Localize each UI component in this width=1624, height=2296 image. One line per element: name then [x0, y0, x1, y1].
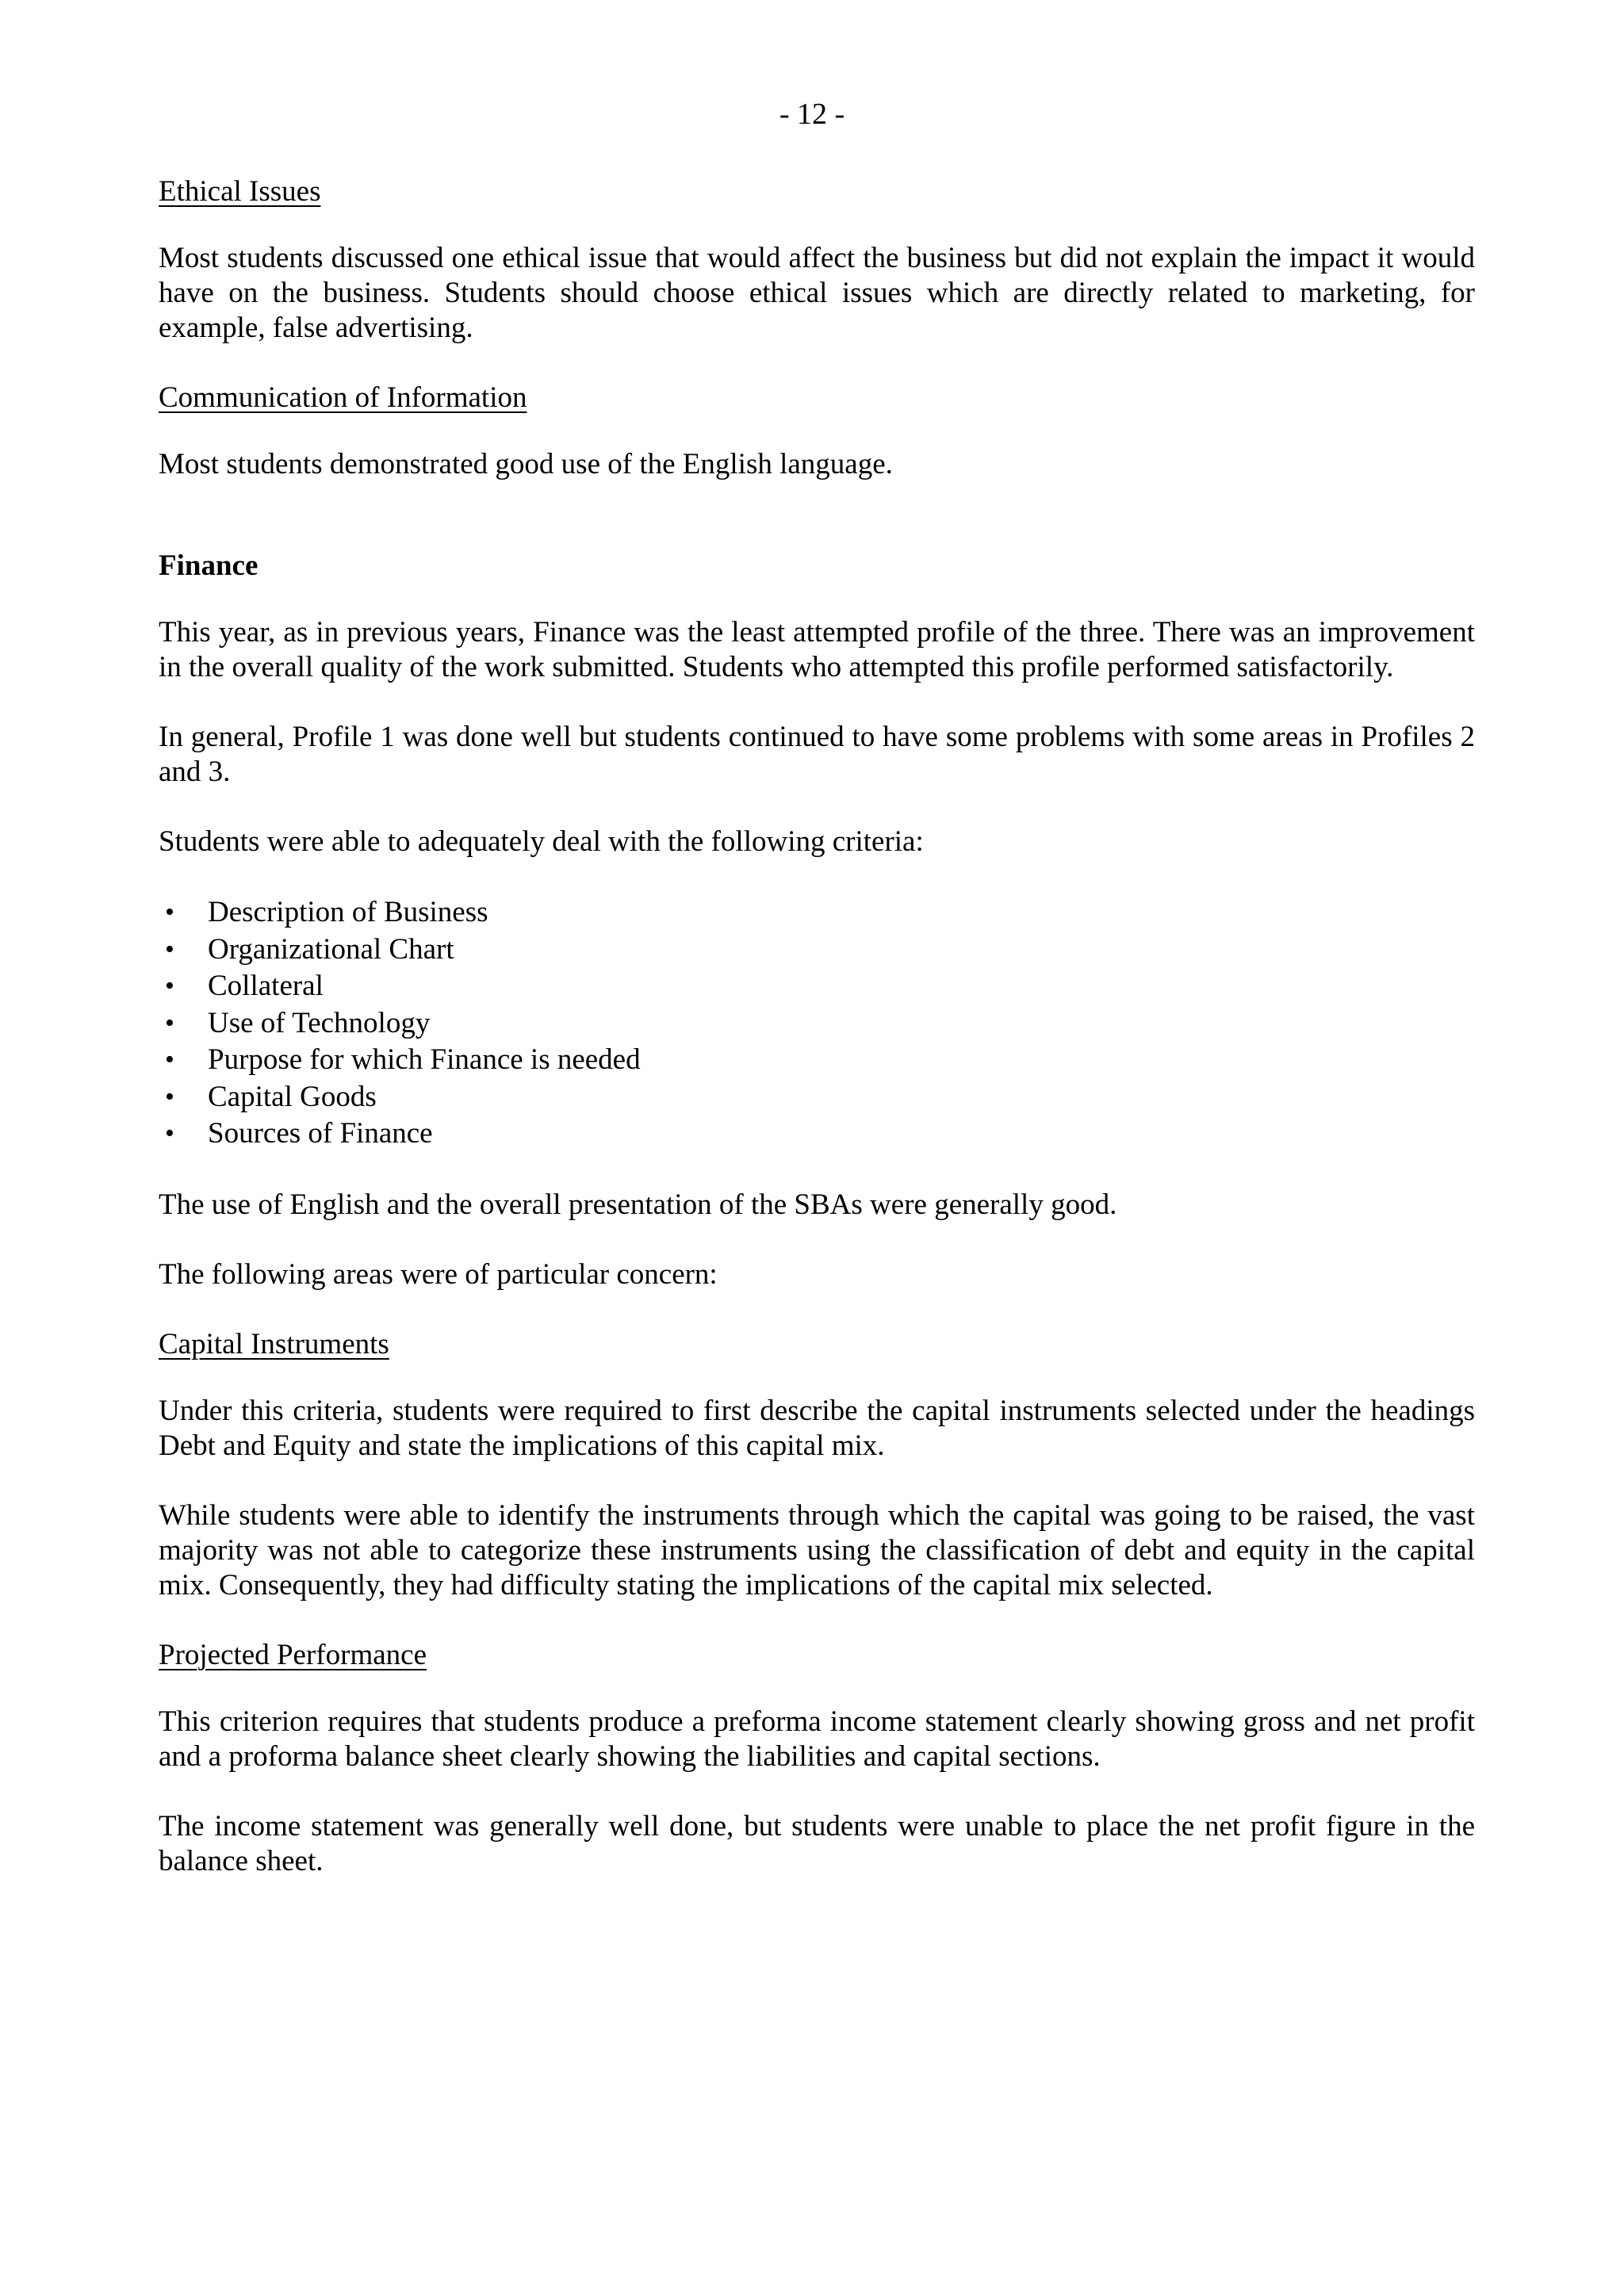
bullet-icon: • [165, 1045, 174, 1074]
list-item-text: Description of Business [208, 896, 488, 928]
list-item [159, 894, 1475, 932]
list-item-text: Organizational Chart [208, 932, 454, 966]
paragraph-ethical-issues: Most students discussed one ethical issue that would affect the business but did not explain the impact it would have on the business. Students should choose ethical issues which are directly related to marketing, for example, false advertising. [159, 242, 1475, 344]
list-item [159, 1042, 1475, 1079]
heading-ethical-issues: Ethical Issues [159, 175, 321, 208]
paragraph-capital-instruments-2: While students were able to identify the instruments through which the capital was going to be raised, the vast majority was not able to categorize these instruments using the classification of debt and equity in the capital mix. Consequently, they had difficulty stating the implications of the capital mix selected. [159, 1498, 1475, 1601]
bullet-icon: • [165, 971, 174, 1001]
list-item [159, 932, 1475, 969]
bullet-icon: • [165, 1081, 174, 1112]
page-number: - 12 - [779, 98, 845, 131]
bullet-icon: • [165, 897, 174, 927]
page-content [159, 174, 1475, 1879]
list-item [159, 968, 1475, 1005]
list-item-text: Purpose for which Finance is needed [208, 1043, 641, 1076]
paragraph-projected-performance-2: The income statement was generally well done, but students were unable to place the net profit figure in the balance sheet. [159, 1809, 1475, 1877]
list-item-text: Sources of Finance [208, 1117, 433, 1150]
paragraph-finance-3: Students were able to adequately deal with the following criteria: [159, 825, 924, 858]
paragraph-finance-4: The use of English and the overall presentation of the SBAs were generally good. [159, 1188, 1117, 1221]
list-item [159, 1005, 1475, 1043]
paragraph-capital-instruments-1: Under this criteria, students were required to first describe the capital instruments selected under the headings Debt and Equity and state the implications of this capital mix. [159, 1394, 1475, 1462]
list-item [159, 1115, 1475, 1153]
heading-projected-performance: Projected Performance [159, 1638, 427, 1671]
heading-capital-instruments: Capital Instruments [159, 1327, 389, 1360]
heading-communication: Communication of Information [159, 381, 527, 414]
list-item [159, 1079, 1475, 1116]
heading-finance: Finance [159, 549, 259, 582]
paragraph-projected-performance-1: This criterion requires that students produce a preforma income statement clearly showing gross and net profit and a proforma balance sheet clearly showing the liabilities and capital sections. [159, 1705, 1475, 1773]
bullet-icon: • [165, 934, 174, 964]
bullet-icon: • [165, 1008, 174, 1038]
paragraph-finance-5: The following areas were of particular concern: [159, 1257, 718, 1291]
criteria-list [159, 894, 1475, 1153]
paragraph-finance-1: This year, as in previous years, Finance was the least attempted profile of the three. There was an improvement in the overall quality of the work submitted. Students who attempted this profile performed satisfactorily. [159, 616, 1475, 683]
list-item-text: Use of Technology [208, 1006, 431, 1039]
list-item-text: Collateral [208, 970, 324, 1002]
list-item-text: Capital Goods [208, 1080, 377, 1113]
paragraph-communication: Most students demonstrated good use of the English language. [159, 448, 893, 480]
bullet-icon: • [165, 1119, 174, 1148]
paragraph-finance-2: In general, Profile 1 was done well but students continued to have some problems with some areas in Profiles 2 and 3. [159, 721, 1475, 788]
